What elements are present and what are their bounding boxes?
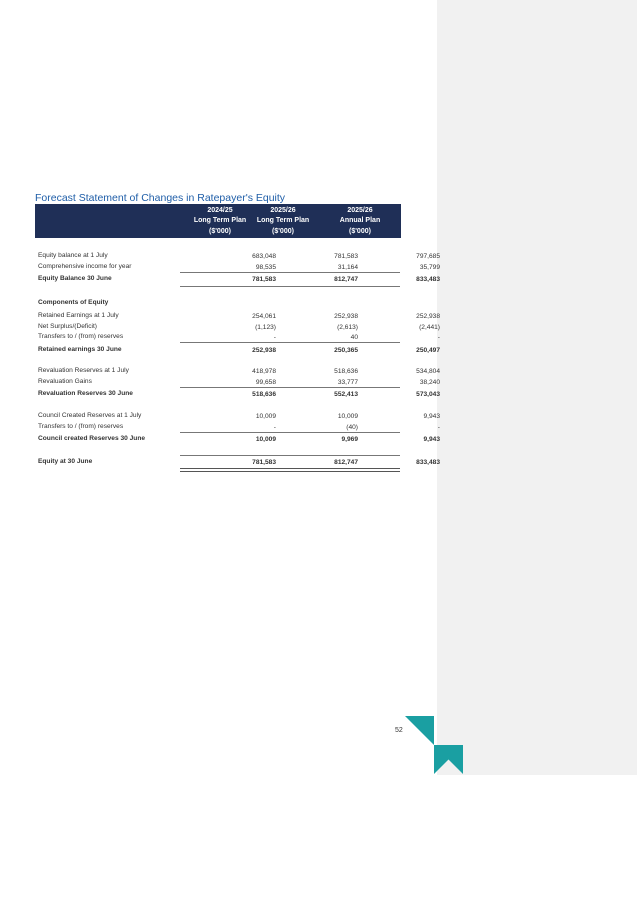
column-header-2: 2025/26 Long Term Plan ($'000) (256, 207, 310, 235)
column-header-1: 2024/25 Long Term Plan ($'000) (193, 207, 247, 235)
statement-title: Forecast Statement of Changes in Ratepayer's Equity (35, 192, 286, 204)
table-row: Transfers to / (from) reserves - 40 - (38, 333, 440, 341)
table-row: Revaluation Gains 99,658 33,777 38,240 (38, 378, 440, 386)
table-row: Revaluation Reserves at 1 July 418,978 518,636 534,804 (38, 367, 440, 375)
council-logo-icon (405, 716, 463, 774)
table-row: Equity Balance 30 June 781,583 812,747 833,483 (38, 275, 440, 283)
table-row: Comprehensive income for year 98,535 31,164 35,799 (38, 263, 440, 271)
total-rule (180, 286, 400, 287)
comment-pane (437, 0, 637, 775)
table-row: Council created Reserves 30 June 10,009 9,969 9,943 (38, 435, 440, 443)
table-row: Retained Earnings at 1 July 254,061 252,938 252,938 (38, 312, 440, 320)
table-row: Equity at 30 June 781,583 812,747 833,483 (38, 458, 440, 466)
table-row: Revaluation Reserves 30 June 518,636 552,413 573,043 (38, 390, 440, 398)
table-row: Components of Equity (38, 299, 109, 306)
page-number: 52 (395, 727, 403, 734)
grand-total-rule (180, 468, 400, 472)
table-row: Equity balance at 1 July 683,048 781,583 797,685 (38, 252, 440, 260)
table-row: Retained earnings 30 June 252,938 250,365 250,497 (38, 346, 440, 354)
table-header (35, 204, 401, 238)
table-row: Net Surplus/(Deficit) (1,123) (2,613) (2,441) (38, 323, 440, 331)
subtotal-rule (180, 342, 400, 343)
table-row: Transfers to / (from) reserves - (40) - (38, 423, 440, 431)
column-header-3: 2025/26 Annual Plan ($'000) (339, 207, 381, 235)
table-row: Council Created Reserves at 1 July 10,009 10,009 9,943 (38, 412, 440, 420)
